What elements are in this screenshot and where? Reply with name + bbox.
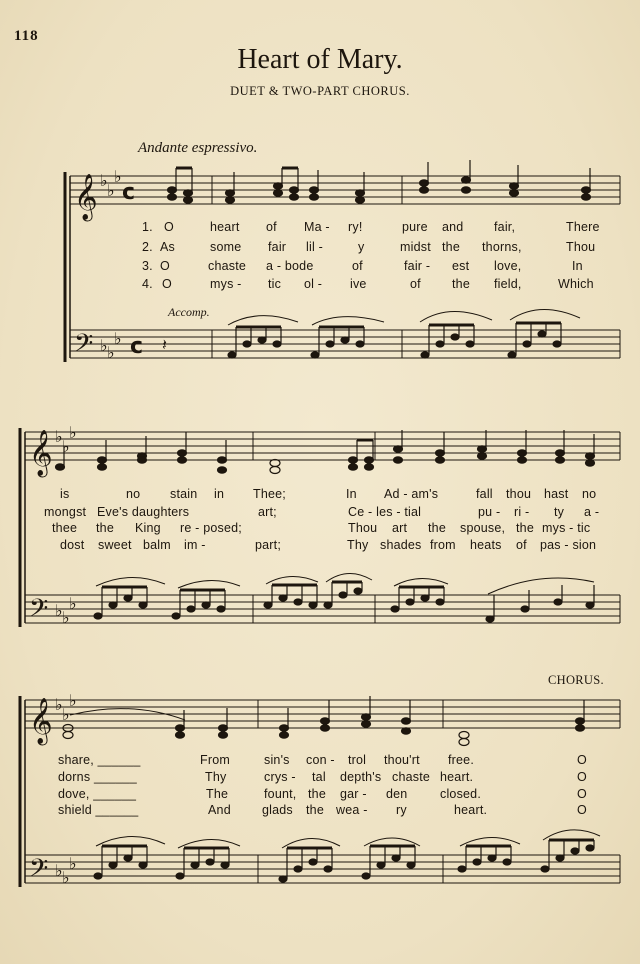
svg-text:♭: ♭ (55, 861, 63, 880)
lyric-syllable: In (572, 259, 583, 273)
lyric-syllable: of (352, 259, 363, 273)
lyric-syllable: of (410, 277, 421, 291)
tempo-marking: Andante espressivo. (138, 140, 258, 156)
lyric-syllable: And (208, 803, 231, 817)
lyric-syllable: some (210, 240, 242, 254)
lyric-syllable: Thy (205, 770, 227, 784)
staff-system2-bass (25, 595, 620, 623)
lyric-syllable: chaste (208, 259, 247, 273)
lyric-syllable: is (60, 487, 70, 501)
verse-line (0, 538, 640, 554)
verse-line (0, 803, 640, 819)
lyric-syllable: the (306, 803, 324, 817)
lyric-syllable: in (214, 487, 225, 501)
lyric-syllable: O (577, 803, 587, 817)
verse-line (0, 787, 640, 803)
lyric-syllable: Thy (347, 538, 369, 552)
lyric-syllable: the (308, 787, 326, 801)
bass-clef-icon: 𝄢 (29, 854, 49, 889)
lyric-syllable: stain (170, 487, 198, 501)
lyric-syllable: the (452, 277, 470, 291)
lyric-syllable: est (452, 259, 470, 273)
verse-line (0, 277, 640, 293)
accomp-label: Accomp. (168, 305, 210, 319)
page-title: Heart of Mary. (237, 44, 403, 75)
lyric-syllable: King (135, 521, 161, 535)
svg-text:♭: ♭ (114, 329, 122, 348)
svg-text:♭: ♭ (107, 181, 115, 200)
lyric-syllable: free. (448, 753, 475, 767)
lyric-syllable: thorns, (482, 240, 522, 254)
lyric-syllable: from (430, 538, 456, 552)
lyric-syllable: In (346, 487, 357, 501)
verse-line (0, 259, 640, 275)
svg-text:♭: ♭ (55, 427, 63, 446)
lyric-syllable: heart. (454, 803, 488, 817)
svg-text:♭: ♭ (100, 171, 108, 190)
lyric-syllable: re - posed; (180, 521, 242, 535)
lyric-syllable: ri - (514, 505, 530, 519)
lyric-syllable: Thou (566, 240, 596, 254)
bass-notes-system1 (162, 323, 561, 358)
svg-text:c: c (130, 334, 144, 359)
lyric-syllable: O (577, 770, 587, 784)
verse-line (0, 753, 640, 769)
lyric-syllable: fall (476, 487, 493, 501)
lyric-syllable: fair, (494, 220, 516, 234)
lyric-syllable: O (577, 753, 587, 767)
staff-system2-treble (25, 432, 620, 460)
lyric-syllable: mongst (44, 505, 87, 519)
lyric-syllable: fount, (264, 787, 297, 801)
lyric-syllable: O (164, 220, 174, 234)
lyric-syllable: wea - (336, 803, 368, 817)
svg-text:c: c (122, 180, 136, 205)
treble-clef-icon: 𝄞 (29, 430, 53, 476)
treble-clef-icon: 𝄞 (29, 698, 53, 744)
lyric-syllable: im - (184, 538, 206, 552)
lyric-syllable: no (126, 487, 141, 501)
verse-number: 2. (142, 240, 153, 254)
lyric-syllable: of (516, 538, 527, 552)
lyric-syllable: of (266, 220, 277, 234)
lyric-syllable: sin's (264, 753, 290, 767)
svg-text:♭: ♭ (62, 608, 70, 627)
lyric-syllable: ty (554, 505, 565, 519)
lyric-syllable: art; (258, 505, 277, 519)
bass-clef-icon: 𝄢 (74, 329, 94, 364)
lyric-syllable: heart. (440, 770, 474, 784)
lyric-syllable: As (160, 240, 175, 254)
lyric-syllable: closed. (440, 787, 482, 801)
lyric-syllable: con - (306, 753, 335, 767)
lyric-syllable: O (162, 277, 172, 291)
lyric-syllable: spouse, (460, 521, 506, 535)
lyric-syllable: field, (494, 277, 522, 291)
lyric-syllable: heart (210, 220, 240, 234)
lyric-syllable: the (516, 521, 534, 535)
lyric-syllable: the (442, 240, 460, 254)
treble-clef-icon: 𝄞 (74, 174, 98, 220)
lyric-syllable: share, ______ (58, 753, 141, 767)
lyric-syllable: fair - (404, 259, 431, 273)
notes-system2 (56, 430, 595, 474)
lyric-syllable: O (160, 259, 170, 273)
lyric-syllable: art (392, 521, 408, 535)
lyric-syllable: tal (312, 770, 326, 784)
lyric-syllable: y (358, 240, 365, 254)
lyric-syllable: ol - (304, 277, 323, 291)
svg-text:♭: ♭ (69, 423, 77, 442)
lyric-syllable: sweet (98, 538, 132, 552)
svg-text:♭: ♭ (62, 868, 70, 887)
bass-clef-icon: 𝄢 (29, 594, 49, 629)
svg-text:♭: ♭ (114, 167, 122, 186)
lyric-syllable: ry! (348, 220, 363, 234)
lyric-syllable: a - (584, 505, 600, 519)
lyric-syllable: From (200, 753, 230, 767)
lyric-syllable: dove, ______ (58, 787, 137, 801)
lyric-syllable: pu - (478, 505, 501, 519)
lyric-syllable: hast (544, 487, 569, 501)
lyric-syllable: ive (350, 277, 367, 291)
lyric-syllable: and (442, 220, 464, 234)
svg-text:♭: ♭ (69, 594, 77, 613)
svg-text:♭: ♭ (55, 601, 63, 620)
lyric-syllable: Which (558, 277, 594, 291)
lyric-syllable: tic (268, 277, 282, 291)
lyric-syllable: thou (506, 487, 532, 501)
verse-line (0, 521, 640, 537)
svg-text:♭: ♭ (55, 695, 63, 714)
lyric-syllable: mys - tic (542, 521, 591, 535)
lyric-syllable: the (428, 521, 446, 535)
verse-number: 3. (142, 259, 153, 273)
lyric-syllable: shield ______ (58, 803, 139, 817)
verse-line (0, 220, 640, 236)
lyric-syllable: heats (470, 538, 502, 552)
svg-text:♭: ♭ (62, 705, 70, 724)
page-number: 118 (14, 28, 39, 44)
svg-text:♭: ♭ (69, 854, 77, 873)
lyric-syllable: O (577, 787, 587, 801)
lyric-syllable: trol (348, 753, 367, 767)
subtitle: DUET & TWO-PART CHORUS. (230, 84, 410, 98)
lyric-syllable: pure (402, 220, 428, 234)
verse-line (0, 240, 640, 256)
lyric-syllable: depth's (340, 770, 382, 784)
verse-number: 1. (142, 220, 153, 234)
staff-system1-treble (70, 176, 620, 204)
lyric-syllable: a - bode (266, 259, 314, 273)
lyric-syllable: the (96, 521, 114, 535)
lyric-syllable: thou'rt (384, 753, 420, 767)
lyric-syllable: balm (143, 538, 171, 552)
lyric-syllable: The (206, 787, 229, 801)
svg-text:♭: ♭ (100, 336, 108, 355)
lyric-syllable: shades (380, 538, 422, 552)
lyric-syllable: dorns ______ (58, 770, 137, 784)
lyric-syllable: part; (255, 538, 282, 552)
lyric-syllable: no (582, 487, 597, 501)
lyric-syllable: chaste (392, 770, 431, 784)
lyric-syllable: lil - (306, 240, 323, 254)
verse-number: 4. (142, 277, 153, 291)
lyric-syllable: fair (268, 240, 287, 254)
lyric-syllable: thee (52, 521, 78, 535)
svg-text:♭: ♭ (69, 691, 77, 710)
verse-line (0, 770, 640, 786)
lyric-syllable: midst (400, 240, 431, 254)
lyric-syllable: crys - (264, 770, 296, 784)
lyric-syllable: glads (262, 803, 293, 817)
verse-line (0, 505, 640, 521)
lyric-syllable: gar - (340, 787, 367, 801)
verse-line (0, 487, 640, 503)
lyric-syllable: Ad - am's (384, 487, 439, 501)
lyric-syllable: Thou (348, 521, 378, 535)
lyric-syllable: Thee; (253, 487, 286, 501)
chorus-label: CHORUS. (548, 673, 604, 687)
lyric-syllable: pas - sion (540, 538, 597, 552)
svg-text:𝄽: 𝄽 (162, 337, 167, 354)
lyric-syllable: den (386, 787, 408, 801)
svg-text:♭: ♭ (62, 437, 70, 456)
lyric-syllable: Ma - (304, 220, 330, 234)
lyric-syllable: ry (396, 803, 407, 817)
lyric-syllable: mys - (210, 277, 242, 291)
lyric-syllable: love, (494, 259, 522, 273)
lyric-syllable: Eve's daughters (97, 505, 190, 519)
staff-system3-bass (25, 855, 620, 883)
lyric-syllable: There (566, 220, 600, 234)
lyric-syllable: Ce - les - tial (348, 505, 422, 519)
lyric-syllable: dost (60, 538, 85, 552)
svg-text:♭: ♭ (107, 343, 115, 362)
